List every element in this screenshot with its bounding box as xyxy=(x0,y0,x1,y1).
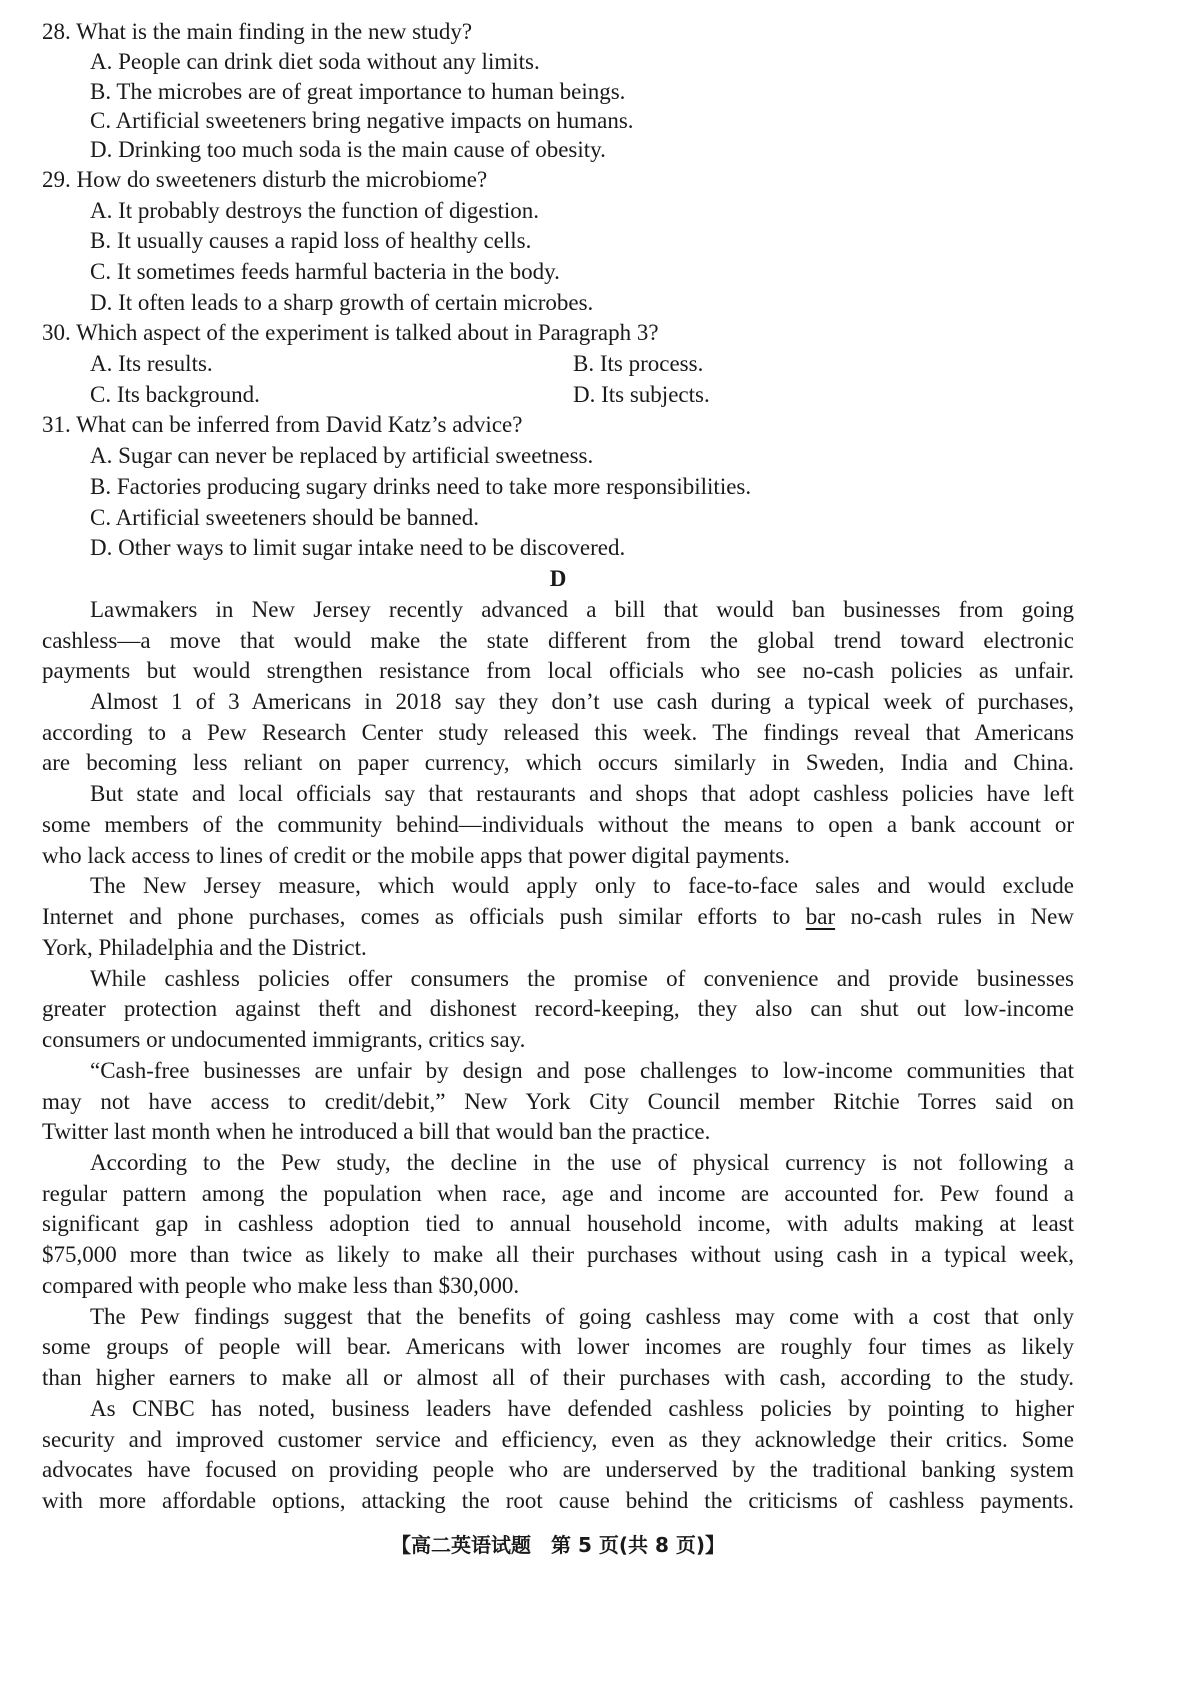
passage-line: may not have access to credit/debit,” New York City Council member Ritchie Torres said on xyxy=(42,1089,1074,1114)
passage-text: Internet and phone purchases, comes as officials push similar efforts to xyxy=(42,904,806,929)
passage-text: no-cash rules in New xyxy=(835,904,1074,929)
section-heading: D xyxy=(549,566,567,591)
question-30-option-d: D. Its subjects. xyxy=(573,382,710,407)
passage-line: Almost 1 of 3 Americans in 2018 say they don’t use cash during a typical week of purchases, xyxy=(90,689,1074,714)
passage-line: greater protection against theft and dishonest record-keeping, they also can shut out low-income xyxy=(42,996,1074,1021)
question-29-option-a: A. It probably destroys the function of digestion. xyxy=(90,198,540,223)
question-31-option-b: B. Factories producing sugary drinks need to take more responsibilities. xyxy=(90,474,752,499)
question-28-option-c: C. Artificial sweeteners bring negative impacts on humans. xyxy=(90,108,634,133)
question-28-option-a: A. People can drink diet soda without any limits. xyxy=(90,49,540,74)
passage-line: than higher earners to make all or almost all of their purchases with cash, according to the study. xyxy=(42,1365,1074,1390)
question-29-stem: 29. How do sweeteners disturb the microbiome? xyxy=(42,167,488,192)
passage-line: security and improved customer service and efficiency, even as they acknowledge their critics. Some xyxy=(42,1427,1074,1452)
question-29-option-b: B. It usually causes a rapid loss of healthy cells. xyxy=(90,228,532,253)
question-28-stem: 28. What is the main finding in the new study? xyxy=(42,19,473,44)
passage-line: significant gap in cashless adoption tied to annual household income, with adults making at least xyxy=(42,1211,1074,1236)
question-30-option-b: B. Its process. xyxy=(573,351,704,376)
passage-line: are becoming less reliant on paper currency, which occurs similarly in Sweden, India and China. xyxy=(42,750,1074,775)
passage-line: compared with people who make less than $30,000. xyxy=(42,1273,520,1298)
passage-line: The New Jersey measure, which would apply only to face-to-face sales and would exclude xyxy=(90,873,1074,898)
passage-line: advocates have focused on providing people who are underserved by the traditional banking system xyxy=(42,1457,1074,1482)
question-31-option-d: D. Other ways to limit sugar intake need to be discovered. xyxy=(90,535,626,560)
page-footer: 【高二英语试题 第 5 页(共 8 页)】 xyxy=(391,1533,725,1557)
passage-line: According to the Pew study, the decline in the use of physical currency is not following a xyxy=(90,1150,1074,1175)
question-31-option-c: C. Artificial sweeteners should be banned. xyxy=(90,505,479,530)
question-29-option-c: C. It sometimes feeds harmful bacteria in the body. xyxy=(90,259,560,284)
question-30-option-c: C. Its background. xyxy=(90,382,260,407)
passage-line: “Cash-free businesses are unfair by design and pose challenges to low-income communities that xyxy=(90,1058,1074,1083)
passage-line: As CNBC has noted, business leaders have defended cashless policies by pointing to higher xyxy=(90,1396,1074,1421)
passage-line: with more affordable options, attacking the root cause behind the criticisms of cashless payments. xyxy=(42,1488,1074,1513)
passage-line: But state and local officials say that restaurants and shops that adopt cashless policies have left xyxy=(90,781,1074,806)
question-30-stem: 30. Which aspect of the experiment is talked about in Paragraph 3? xyxy=(42,320,659,345)
passage-line: who lack access to lines of credit or the mobile apps that power digital payments. xyxy=(42,843,790,868)
question-31-option-a: A. Sugar can never be replaced by artificial sweetness. xyxy=(90,443,594,468)
passage-line: The Pew findings suggest that the benefits of going cashless may come with a cost that only xyxy=(90,1304,1074,1329)
passage-line: payments but would strengthen resistance from local officials who see no-cash policies as unfair. xyxy=(42,658,1074,683)
passage-line: Twitter last month when he introduced a bill that would ban the practice. xyxy=(42,1119,711,1144)
passage-line: $75,000 more than twice as likely to make all their purchases without using cash in a typical week, xyxy=(42,1242,1074,1267)
passage-line: regular pattern among the population when race, age and income are accounted for. Pew found a xyxy=(42,1181,1074,1206)
passage-line: cashless—a move that would make the state different from the global trend toward electronic xyxy=(42,628,1074,653)
underlined-word: bar xyxy=(805,904,836,929)
passage-line: While cashless policies offer consumers the promise of convenience and provide businesses xyxy=(90,966,1074,991)
question-28-option-d: D. Drinking too much soda is the main cause of obesity. xyxy=(90,137,606,162)
passage-line: according to a Pew Research Center study released this week. The findings reveal that Americans xyxy=(42,720,1074,745)
passage-line: Lawmakers in New Jersey recently advanced a bill that would ban businesses from going xyxy=(90,597,1074,622)
question-30-option-a: A. Its results. xyxy=(90,351,213,376)
passage-line: consumers or undocumented immigrants, critics say. xyxy=(42,1027,526,1052)
passage-line: some groups of people will bear. Americans with lower incomes are roughly four times as likely xyxy=(42,1334,1074,1359)
passage-line: York, Philadelphia and the District. xyxy=(42,935,367,960)
question-29-option-d: D. It often leads to a sharp growth of certain microbes. xyxy=(90,290,594,315)
question-28-option-b: B. The microbes are of great importance to human beings. xyxy=(90,79,626,104)
question-31-stem: 31. What can be inferred from David Katz’s advice? xyxy=(42,412,523,437)
passage-line-with-underline xyxy=(42,902,1074,932)
passage-line: some members of the community behind—individuals without the means to open a bank account or xyxy=(42,812,1074,837)
